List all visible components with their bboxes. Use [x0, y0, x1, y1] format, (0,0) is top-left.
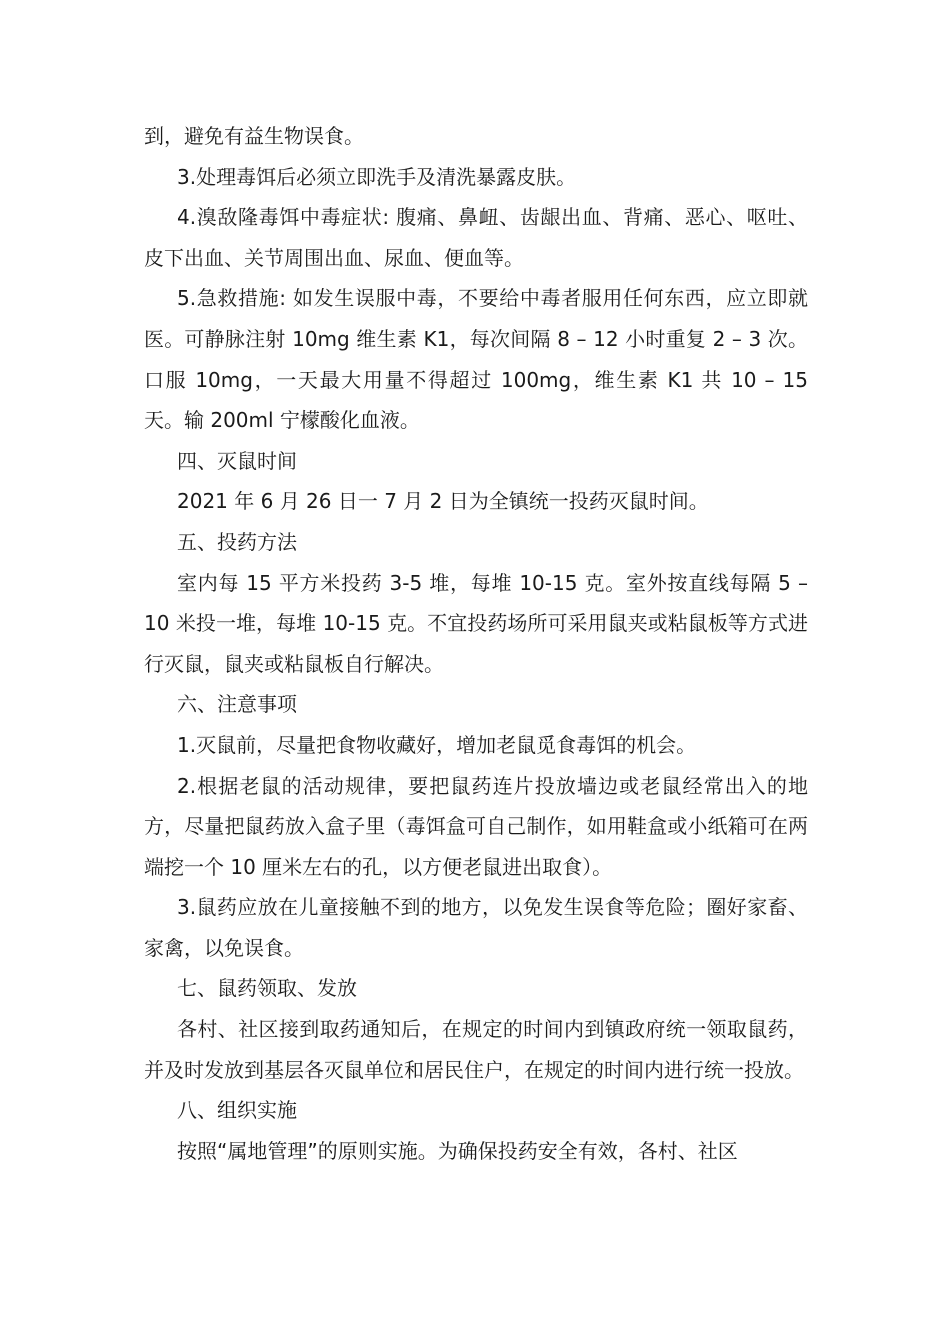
paragraph-notice-3: 3.鼠药应放在儿童接触不到的地方，以免发生误食等危险；圈好家畜、家禽，以免误食。: [144, 895, 808, 960]
section-heading-7: 七、鼠药领取、发放: [177, 976, 357, 1001]
paragraph-notice-1: 1.灭鼠前，尽量把食物收藏好，增加老鼠觅食毒饵的机会。: [177, 732, 697, 757]
section-heading-4: 四、灭鼠时间: [177, 448, 297, 473]
paragraph-item-5-first-aid: 5.急救措施: 如发生误服中毒，不要给中毒者服用任何东西，应立即就医。可静脉注射 10mg 维生素 K1，每次间隔 8 – 12 小时重复 2 – 3 次。口服 10mg，一天最大用量不得超过 100mg，维生素 K1 共 10 – 15 天。输 200ml 宁檬酸化血液。: [144, 286, 808, 433]
paragraph-implementation: 按照“属地管理”的原则实施。为确保投药安全有效，各村、社区: [177, 1138, 738, 1163]
paragraph-time: 2021 年 6 月 26 日一 7 月 2 日为全镇统一投药灭鼠时间。: [177, 489, 709, 514]
paragraph-distribution: 各村、社区接到取药通知后，在规定的时间内到镇政府统一领取鼠药，并及时发放到基层各灭鼠单位和居民住户，在规定的时间内进行统一投放。: [144, 1017, 808, 1082]
section-heading-6: 六、注意事项: [177, 692, 297, 717]
paragraph-continuation: 到，避免有益生物误食。: [144, 124, 364, 148]
document-page: [144, 116, 808, 1171]
paragraph-notice-2: 2.根据老鼠的活动规律，要把鼠药连片投放墙边或老鼠经常出入的地方，尽量把鼠药放入盒子里（毒饵盒可自己制作，如用鞋盒或小纸箱可在两端挖一个 10 厘米左右的孔，以方便老鼠进出取食）。: [144, 773, 808, 879]
section-heading-5: 五、投药方法: [177, 529, 297, 554]
paragraph-item-4-symptoms: 4.溴敌隆毒饵中毒症状: 腹痛、鼻衄、齿龈出血、背痛、恶心、呕吐、皮下出血、关节周围出血、尿血、便血等。: [144, 205, 808, 270]
section-heading-8: 八、组织实施: [177, 1098, 297, 1123]
paragraph-item-3-wash-hands: 3.处理毒饵后必须立即洗手及清洗暴露皮肤。: [177, 164, 577, 189]
paragraph-method: 室内每 15 平方米投药 3-5 堆，每堆 10-15 克。室外按直线每隔 5 – 10 米投一堆，每堆 10-15 克。不宜投药场所可采用鼠夹或粘鼠板等方式进行灭鼠，鼠夹或粘鼠板自行解决。: [144, 570, 808, 676]
